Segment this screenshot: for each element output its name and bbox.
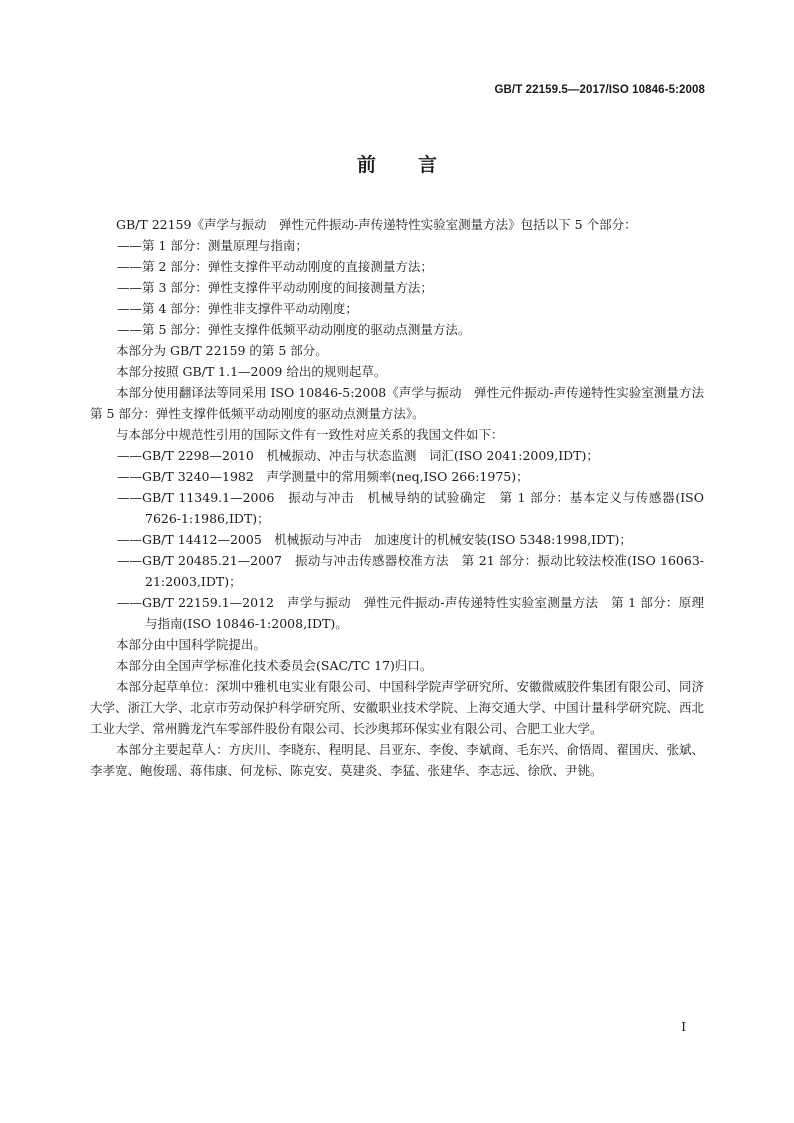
- reference-list-item: ——GB/T 11349.1—2006 振动与冲击 机械导纳的试验确定 第 1 部分：基本定义与传感器(ISO 7626-1:1986,IDT)；: [117, 490, 704, 526]
- part-list-item: ——第 3 部分：弹性支撑件平动动刚度的间接测量方法；: [117, 280, 433, 295]
- drafting-units-paragraph: 本部分起草单位：深圳中雅机电实业有限公司、中国科学院声学研究所、安徽微威胶件集团有限公司、同济大学、浙江大学、北京市劳动保护科学研究所、安徽职业技术学院、上海交通大学、中国计量科学研究院、西北工业大学、常州腾龙汽车零部件股份有限公司、长沙奥邦环保实业有限公司、合肥工业大学。: [90, 679, 704, 736]
- part-list-item: ——第 2 部分：弹性支撑件平动动刚度的直接测量方法；: [117, 259, 433, 274]
- document-body: [90, 214, 717, 781]
- proposed-by-statement: 本部分由中国科学院提出。: [116, 637, 267, 652]
- main-drafters-paragraph: 本部分主要起草人：方庆川、李晓东、程明昆、吕亚东、李俊、李斌商、毛东兴、俞悟周、翟国庆、张斌、李孝宽、鲍俊瑶、蒋伟康、何龙标、陈克安、莫建炎、李猛、张建华、李志远、徐欣、尹铫。: [90, 742, 704, 778]
- reference-list-item: ——GB/T 2298—2010 机械振动、冲击与状态监测 词汇(ISO 2041:2009,IDT)；: [117, 448, 599, 463]
- part-list-item: ——第 1 部分：测量原理与指南；: [117, 238, 308, 253]
- part-list-item: ——第 5 部分：弹性支撑件低频平动动刚度的驱动点测量方法。: [117, 322, 471, 337]
- page-title: 前言: [356, 154, 479, 176]
- translation-statement: 本部分使用翻译法等同采用 ISO 10846-5:2008《声学与振动 弹性元件振动-声传递特性实验室测量方法 第 5 部分：弹性支撑件低频平动动刚度的驱动点测量方法》。: [90, 385, 717, 421]
- part-list-item: ——第 4 部分：弹性非支撑件平动动刚度；: [117, 301, 358, 316]
- part-statement: 本部分为 GB/T 22159 的第 5 部分。: [116, 343, 328, 358]
- administered-by-statement: 本部分由全国声学标准化技术委员会(SAC/TC 17)归口。: [116, 658, 433, 673]
- reference-list-item: ——GB/T 3240—1982 声学测量中的常用频率(neq,ISO 266:1975)；: [117, 469, 529, 484]
- reference-list-item: ——GB/T 22159.1—2012 声学与振动 弹性元件振动-声传递特性实验室测量方法 第 1 部分：原理与指南(ISO 10846-1:2008,IDT)。: [117, 595, 704, 631]
- reference-list-item: ——GB/T 14412—2005 机械振动与冲击 加速度计的机械安装(ISO 5348:1998,IDT)；: [117, 532, 632, 547]
- correspondence-intro: 与本部分中规范性引用的国际文件有一致性对应关系的我国文件如下：: [116, 427, 504, 442]
- reference-list-item: ——GB/T 20485.21—2007 振动与冲击传感器校准方法 第 21 部分：振动比较法校准(ISO 16063-21:2003,IDT)；: [117, 553, 704, 589]
- document-id: GB/T 22159.5—2017/ISO 10846-5:2008: [494, 84, 705, 96]
- drafting-rules-statement: 本部分按照 GB/T 1.1—2009 给出的规则起草。: [116, 364, 387, 379]
- intro-paragraph: GB/T 22159《声学与振动 弹性元件振动-声传递特性实验室测量方法》包括以下 5 个部分：: [116, 217, 637, 232]
- page-number: I: [681, 1020, 686, 1034]
